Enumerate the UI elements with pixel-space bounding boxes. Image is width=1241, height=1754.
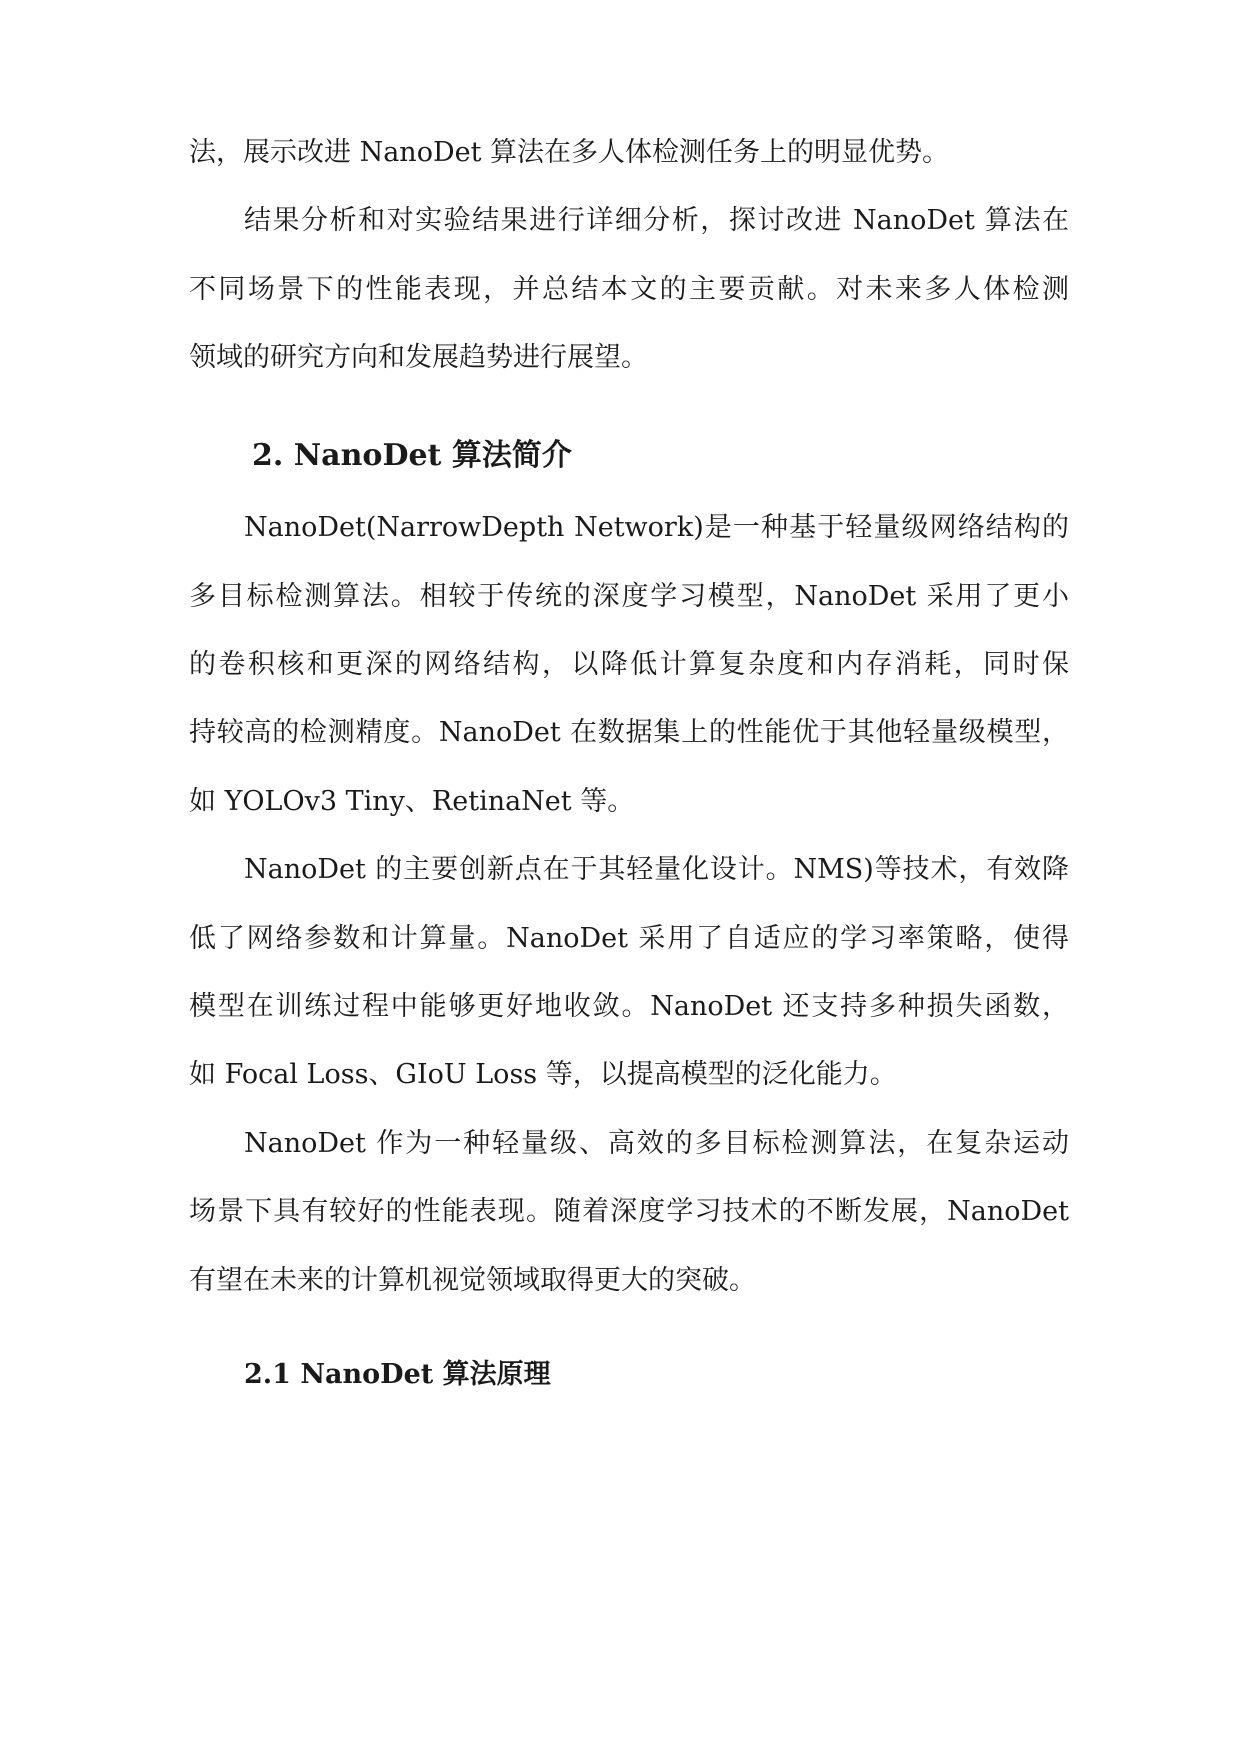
paragraph-line: 持较高的检测精度。NanoDet 在数据集上的性能优于其他轻量级模型，: [189, 717, 1069, 748]
paragraph-line: 如 Focal Loss、GIoU Loss 等，以提高模型的泛化能力。: [189, 1059, 897, 1090]
paragraph-line: NanoDet 的主要创新点在于其轻量化设计。NMS)等技术，有效降: [244, 854, 1069, 885]
paragraph-line: 有望在未来的计算机视觉领域取得更大的突破。: [189, 1265, 756, 1296]
paragraph-line: 场景下具有较好的性能表现。随着深度学习技术的不断发展，NanoDet: [189, 1196, 1069, 1227]
paragraph-line: 如 YOLOv3 Tiny、RetinaNet 等。: [189, 786, 635, 817]
paragraph-line: 法，展示改进 NanoDet 算法在多人体检测任务上的明显优势。: [189, 137, 950, 168]
paragraph-line: 不同场景下的性能表现，并总结本文的主要贡献。对未来多人体检测: [189, 274, 1069, 305]
paragraph-line: NanoDet 作为一种轻量级、高效的多目标检测算法，在复杂运动: [244, 1128, 1069, 1159]
subsection-heading: 2.1 NanoDet 算法原理: [244, 1359, 551, 1390]
paragraph-line: NanoDet(NarrowDepth Network)是一种基于轻量级网络结构的: [244, 512, 1069, 543]
paragraph-line: 的卷积核和更深的网络结构，以降低计算复杂度和内存消耗，同时保: [189, 649, 1069, 680]
paragraph-line: 低了网络参数和计算量。NanoDet 采用了自适应的学习率策略，使得: [189, 923, 1069, 954]
paragraph-line: 多目标检测算法。相较于传统的深度学习模型，NanoDet 采用了更小: [189, 581, 1069, 612]
paragraph-line: 模型在训练过程中能够更好地收敛。NanoDet 还支持多种损失函数，: [189, 991, 1069, 1022]
paragraph-line: 领域的研究方向和发展趋势进行展望。: [189, 342, 648, 373]
paragraph-line: 结果分析和对实验结果进行详细分析，探讨改进 NanoDet 算法在: [244, 205, 1069, 236]
section-heading: 2. NanoDet 算法简介: [252, 438, 572, 473]
